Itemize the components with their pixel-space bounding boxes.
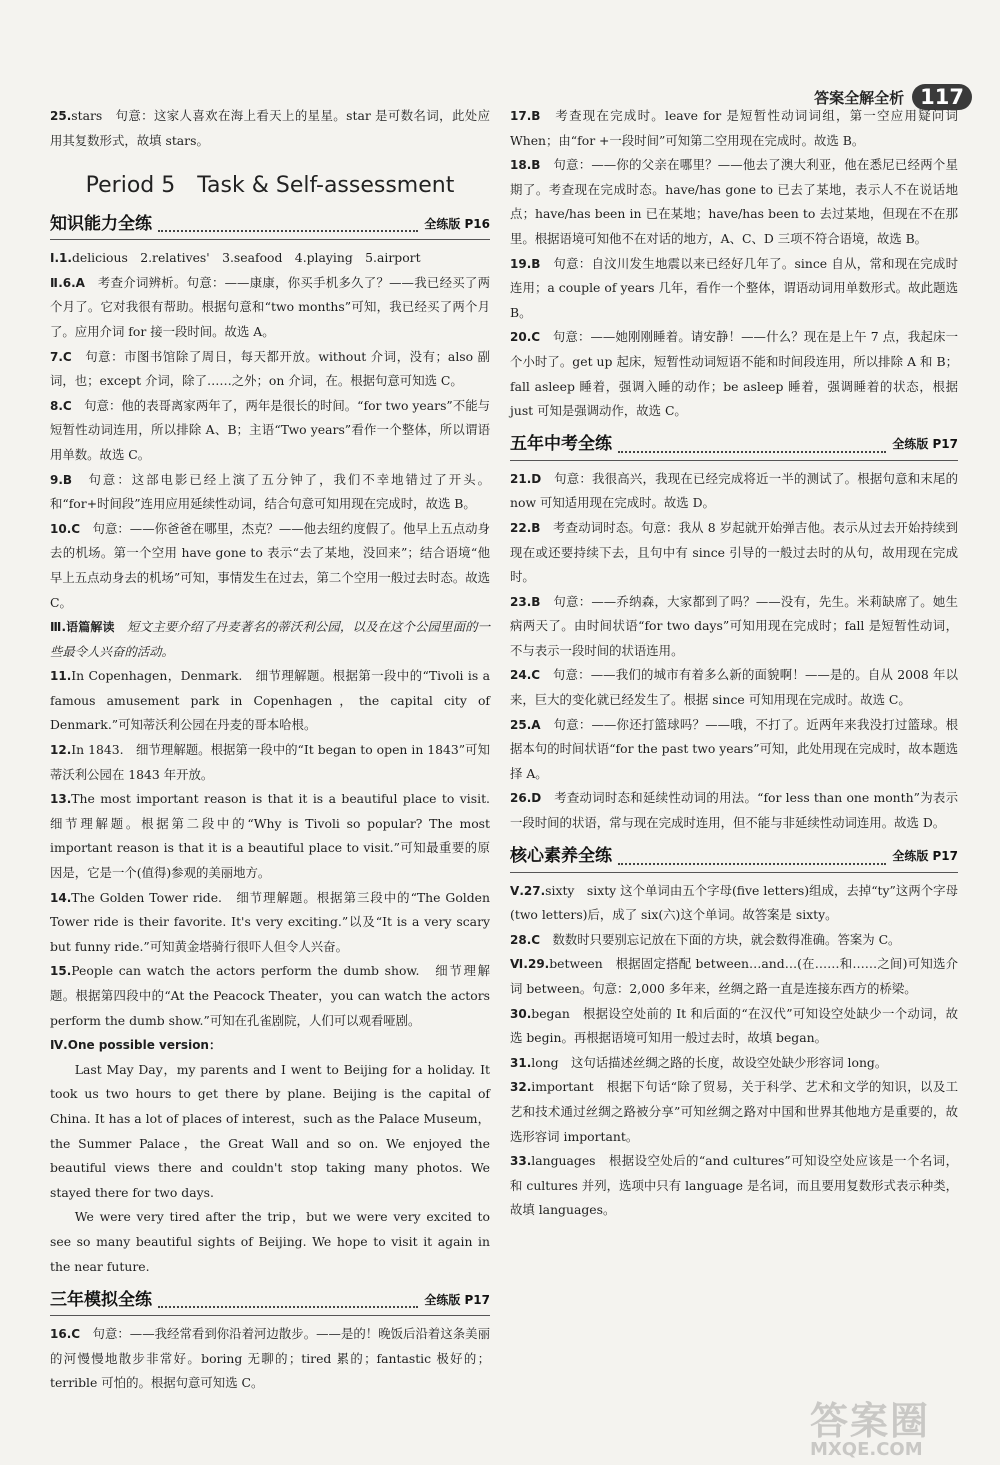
answer-number: 18.B (510, 158, 541, 173)
section-ref: 全练版 P17 (424, 1292, 490, 1307)
answer-text: 句意：——你爸爸在哪里，杰克？——他去纽约度假了。他早上五点动身去的机场。第一个空用 have gone to 表示“去了某地，没回来”；结合语境“他早上五点动身去的机场”可知，事情发生在过去，第二个空用一般过去时态。故选 C。 (50, 520, 491, 610)
answer-item (510, 713, 958, 787)
answer-text: 句意：——乔纳森，大家都到了吗？——没有，先生。米莉缺席了。她生病两天了。由时间状语“for two days”可知用现在完成时；fall 是短暂性动词，不与表示一段时间的状语连用。 (510, 593, 958, 658)
section-ref: 全练版 P17 (892, 437, 958, 452)
answer-item (50, 468, 490, 517)
answer-text: languages 根据设空处后的“and cultures”可知设空处应该是一个名词，和 cultures 并列，选项中只有 language 是名词，而且要用复数形式表示种类，故填 languages。 (510, 1153, 958, 1218)
answer-text: 句意：——我们的城市有着多么新的面貌啊！——是的。自从 2008 年以来，巨大的变化就已经发生了。根据 since 可知用现在完成时。故选 C。 (510, 667, 958, 708)
answer-item (510, 879, 958, 928)
answer-number: 15. (50, 964, 72, 979)
answer-number: 13. (50, 792, 72, 807)
answer-list (510, 104, 958, 424)
answer-text: People can watch the actors perform the dumb show. 细节理解题。根据第四段中的“At the Peacock Theater，you can watch the actors perform the dumb show.”可知在孔雀剧院，人们可以观看哑剧。 (50, 963, 490, 1028)
answer-item (510, 928, 958, 953)
answer-item (510, 1075, 958, 1149)
answer-item (510, 325, 958, 423)
answer-number: 19.B (510, 256, 541, 271)
answer-list (50, 664, 503, 1033)
answer-text: stars 句意：这家人喜欢在海上看天上的星星。star 是可数名词，此处应用其复数形式，故填 stars。 (50, 108, 490, 148)
answer-number: 16.C (50, 1327, 81, 1342)
answer-text: 考查现在完成时。leave for 是短暂性动词词组，第一空应用疑问词 When；由“for +一段时间”可知第二空用现在完成时。故选 B。 (510, 108, 958, 148)
answer-list (50, 1322, 490, 1396)
answer-item (50, 104, 490, 153)
answer-number: 31. (510, 1055, 532, 1070)
answer-text: 句意：——你还打篮球吗？——哦，不打了。近两年来我没打过篮球。根据本句的时间状语“for the past two years”可知，此处用现在完成时，故本题选择 A。 (510, 716, 958, 781)
section-title: 知识能力全练 (50, 213, 152, 234)
answer-number: 26.D (510, 791, 542, 806)
answer-number: 28.C (510, 932, 541, 947)
section-dots (618, 849, 886, 865)
answer-list (510, 879, 958, 1223)
answer-text: delicious 2.relatives' 3.seafood 4.playing 5.airport (71, 250, 421, 266)
answer-text: 句意：——她刚刚睡着。请安静！——什么？现在是上午 7 点，我起床一个小时了。get up 起床，短暂性动词短语不能和时间段连用，所以排除 A 和 B；fall asleep 睡着，强调入睡的动作；be asleep 睡着，强调睡着的状态，根据 just 可知是强调动作，故选 C。 (510, 329, 958, 419)
answer-text: 考查动词时态和延续性动词的用法。“for less than one month”为表示一段时间的状语，常与现在完成时连用，但不能与非延续性动词连用。故选 D。 (510, 790, 958, 831)
answer-number: 24.C (510, 668, 541, 683)
answer-text: In Copenhagen，Denmark. 细节理解题。根据第一段中的“Tivoli is a famous amusement park in Copenhagen，the capital city of Denmark.”可知蒂沃利公园在丹麦的哥本哈根。 (50, 668, 490, 733)
answer-number: 7.C (50, 349, 72, 364)
answer-number: 23.B (510, 594, 541, 609)
section-header-knowledge (50, 209, 490, 240)
answer-text: began 根据设空处前的 It 和后面的“在汉代”可知设空处缺少一个动词，故选 begin。再根据语境可知用一般过去时，故填 began。 (510, 1005, 958, 1046)
answer-number: 25.A (510, 717, 541, 732)
answer-number: 21.D (510, 471, 542, 486)
answer-number: 32. (510, 1080, 532, 1095)
section-ref: 全练版 P17 (892, 849, 958, 864)
answer-text: between 根据固定搭配 between…and…(在……和……之间)可知选介词 between。句意：2,000 多年来，丝绸之路一直是连接东西方的桥梁。 (510, 956, 958, 996)
answer-number: 20.C (510, 330, 541, 345)
answer-number: 11. (50, 669, 72, 684)
section-title: 核心素养全练 (510, 846, 612, 867)
answer-number: 22.B (510, 520, 541, 535)
section-title: 三年模拟全练 (50, 1289, 152, 1310)
answer-text: 句意：——我经常看到你沿着河边散步。——是的！晚饭后沿着这条美丽的河慢慢地散步非常好。boring 无聊的；tired 累的；fantastic 极好的；terrible 可怕的。根据句意可知选 C。 (50, 1326, 490, 1391)
section-header-three-year (50, 1285, 490, 1316)
watermark-logo: 答案圈 (810, 1399, 931, 1443)
answer-item (50, 1322, 490, 1396)
answer-text: 句意：我很高兴，我现在已经完成将近一半的测试了。根据句意和末尾的 now 可知适用现在完成时。故选 D。 (510, 470, 958, 511)
section-dots (158, 216, 418, 232)
answer-item (510, 467, 958, 516)
answer-text: The Golden Tower ride. 细节理解题。根据第三段中的“The Golden Tower ride is their favorite. It's very exciting.”以及“It is a very scary but funny ride.”可知黄金塔骑行很吓人但令人兴奋。 (50, 889, 490, 954)
page-number: 117 (912, 84, 972, 110)
period-title: Period 5 Task & Self-assessment (85, 173, 455, 199)
answer-text: long 这句话描述丝绸之路的长度，故设空处缺少形容词 long。 (531, 1054, 888, 1070)
essay-label: Ⅳ.One possible version： (50, 1038, 221, 1053)
answer-item (510, 516, 958, 590)
answer-number: 12. (50, 743, 72, 758)
answer-item (50, 246, 490, 271)
answer-item (510, 590, 958, 664)
answer-number: 9.B (50, 472, 73, 487)
answer-text: In 1843. 细节理解题。根据第一段中的“It began to open in 1843”可知蒂沃利公园在 1843 年开放。 (50, 742, 490, 782)
essay-paragraph: Last May Day，my parents and I went to Beijing for a holiday. It took us two hours to get there by plane. Beijing is the capital of China. It has a lot of places of interest，such as the Palace Museum，the Summer Palace，the Great Wall and so on. We enjoyed the beautiful views there and couldn't stop taking many photos. We stayed there for two days. (50, 1061, 490, 1200)
answer-item (50, 517, 490, 615)
answer-number: 8.C (50, 398, 72, 413)
essay-paragraph: We were very tired after the trip，but we were very excited to see so many beautiful sights of Beijing. We hope to visit it again in the near future. (50, 1209, 490, 1274)
answer-text: sixty sixty 这个单词由五个字母(five letters)组成，去掉“ty”这两个字母(two letters)后，成了 six(六)这个单词。故答案是 sixty。 (510, 882, 958, 923)
answer-item (50, 886, 490, 960)
answer-number: 10.C (50, 521, 81, 536)
answer-text: 句意：市图书馆除了周日，每天都开放。without 介词，没有；also 副词，也；except 介词，除了……之外；on 介词，在。根据句意可知选 C。 (50, 348, 490, 389)
answer-item (50, 394, 490, 468)
section-header-five-year (510, 430, 958, 461)
answer-item (510, 104, 958, 153)
left-column (50, 104, 503, 1396)
intro-block (50, 104, 490, 153)
section-header-core (510, 842, 958, 873)
answer-item (50, 787, 503, 885)
answer-item (50, 345, 490, 394)
answer-list (50, 246, 490, 615)
answer-item (50, 271, 490, 345)
answer-text: 数数时只要别忘记放在下面的方块，就会数得准确。答案为 C。 (540, 931, 901, 947)
answer-text: 考查介词辨析。句意：——康康，你买手机多久了？——我已经买了两个月了。它对我很有帮助。根据句意和“two months”可知，我已经买了两个月了。应用介词 for 接一段时间。故选 A。 (50, 274, 490, 339)
answer-text: 句意：自汶川发生地震以来已经好几年了。since 自从，常和现在完成时连用；a couple of years 几年，看作一个整体，谓语动词用单数形式。故此题选 B。 (510, 255, 958, 320)
answer-item (510, 1149, 958, 1223)
answer-text: 句意：他的表哥离家两年了，两年是很长的时间。“for two years”不能与短暂性动词连用，所以排除 A、B；主语“Two years”看作一个整体，所以谓语用单数。故选 C。 (50, 397, 490, 462)
answer-item (510, 952, 958, 1001)
answer-number: 17.B (510, 109, 541, 123)
section-dots (158, 1292, 418, 1308)
answer-item (510, 1051, 958, 1076)
answer-number: Ⅴ.27. (510, 883, 546, 898)
answer-text: 句意：——你的父亲在哪里？——他去了澳大利亚，他在悉尼已经两个星期了。考查现在完成时态。have/has gone to 已去了某地，表示人不在说话地点；have/has been in 已在某地；have/has been to 去过某地，但现在不在那里。根据语境可知他不在对话的地方，A、C、D 三项不符合语境，故选 B。 (510, 157, 958, 246)
answer-number: 25. (50, 109, 72, 123)
answer-number: 30. (510, 1006, 532, 1021)
answer-number: 33. (510, 1154, 532, 1169)
answer-number: Ⅵ.29. (510, 957, 550, 972)
answer-text: 考查动词时态。句意：我从 8 岁起就开始弹吉他。表示从过去开始持续到现在或还要持续下去，且句中有 since 引导的一般过去时的从句，故用现在完成时。 (510, 519, 958, 585)
answer-item (50, 738, 490, 787)
section-title: 五年中考全练 (510, 434, 612, 455)
answer-item (510, 1002, 958, 1051)
answer-number: 14. (50, 890, 72, 905)
right-column (510, 104, 958, 1223)
answer-number: Ⅱ.6.A (50, 275, 85, 290)
site-watermark (810, 1390, 990, 1460)
answer-item (510, 153, 958, 251)
answer-item (50, 664, 490, 738)
section-dots (618, 437, 886, 453)
answer-list (510, 467, 958, 836)
answer-item (510, 786, 958, 835)
answer-item (510, 252, 958, 326)
passage-note: Ⅲ.语篇解读 短文主要介绍了丹麦著名的蒂沃利公园，以及在这个公园里面的一些最令人兴奋的活动。 (50, 619, 490, 659)
section-ref: 全练版 P16 (424, 216, 490, 231)
answer-number: Ⅰ.1. (50, 251, 72, 266)
answer-item (50, 959, 490, 1033)
watermark-url: MXQE.COM (810, 1439, 923, 1460)
answer-text: 句意：这部电影已经上演了五分钟了，我们不幸地错过了开头。和“for+时间段”连用应用延续性动词，结合句意可知用现在完成时，故选 B。 (50, 471, 490, 512)
answer-item (510, 663, 958, 712)
answer-text: important 根据下句话“除了贸易，关于科学、艺术和文学的知识，以及工艺和技术通过丝绸之路被分享”可知丝绸之路对中国和世界其他地方是重要的，故选形容词 important。 (510, 1079, 958, 1144)
answer-text: The most important reason is that it is a beautiful place to visit. 细节理解题。根据第二段中的“Why is Tivoli so popular? The most important reason is that it is a beautiful place to visit.”可知最重要的原因是，它是一个(值得)参观的美丽地方。 (50, 791, 503, 881)
header-title: 答案全解全析 (814, 88, 905, 107)
